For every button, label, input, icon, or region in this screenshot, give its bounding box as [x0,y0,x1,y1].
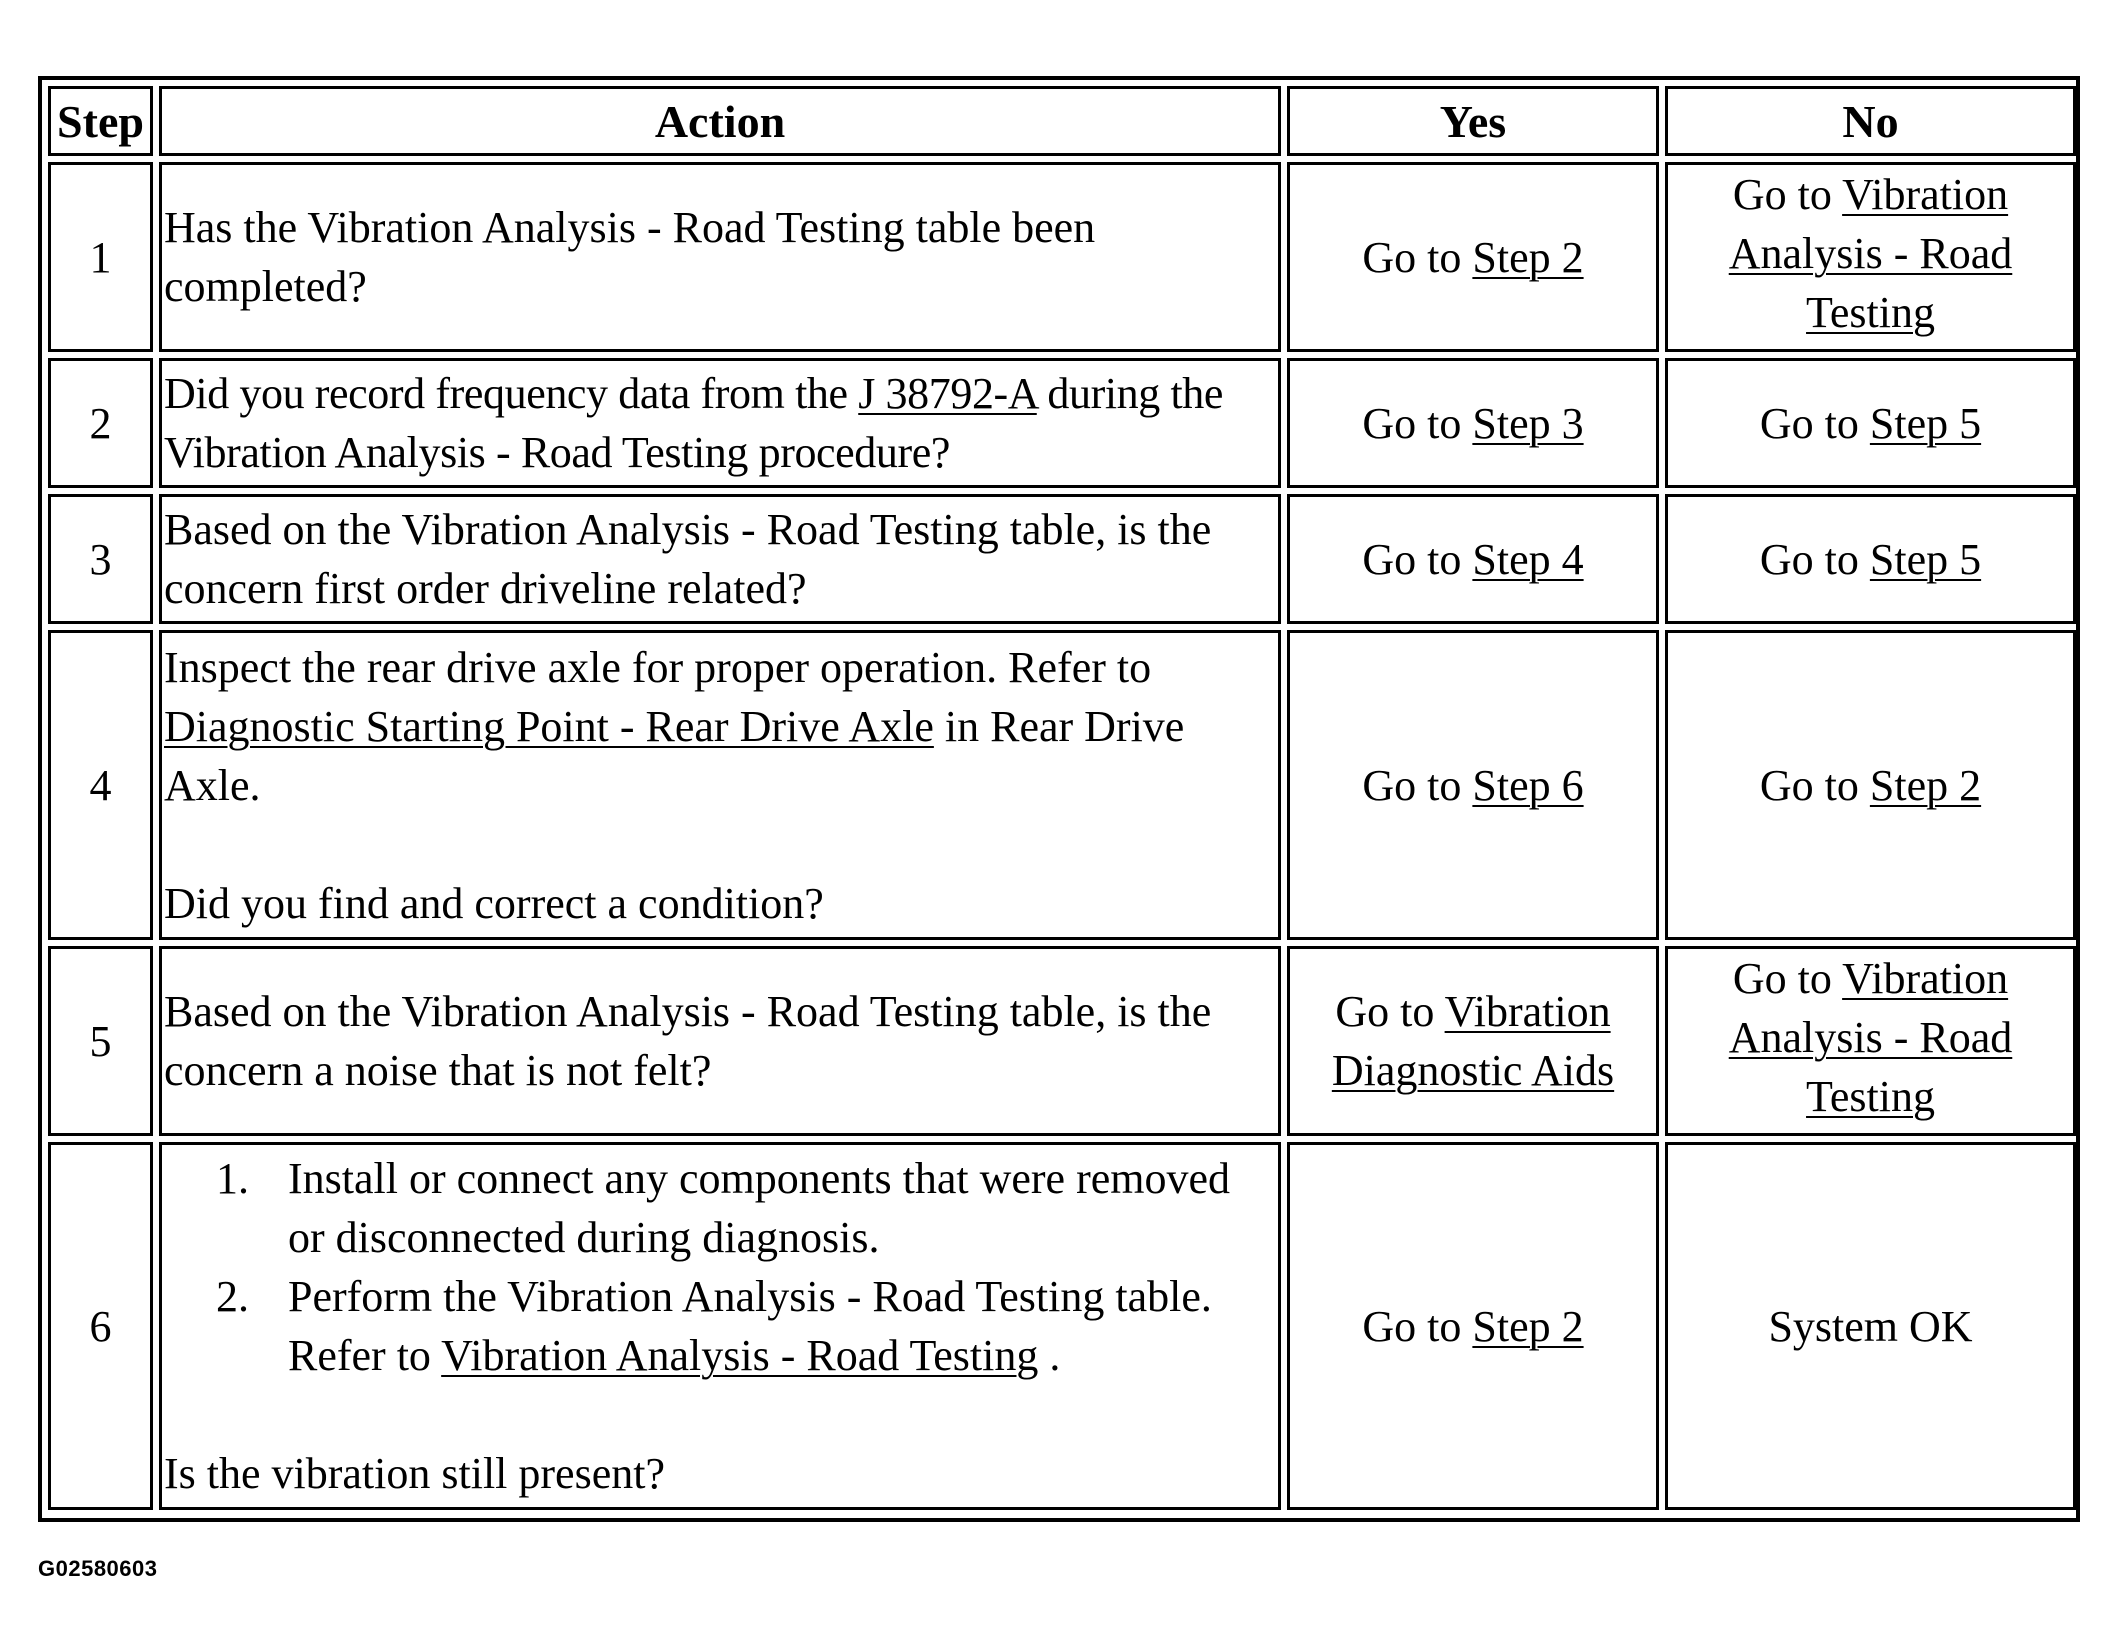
action-cell [159,946,1281,1136]
action-link[interactable]: J 38792-A [858,369,1037,418]
header-no: No [1665,86,2076,156]
yes-link[interactable]: Vibration Diagnostic Aids [1331,987,1615,1095]
header-row [48,86,2076,156]
yes-prefix: Go to [1362,232,1462,282]
yes-link[interactable]: Step 6 [1472,760,1584,810]
yes-cell [1287,630,1659,940]
procedure-list [164,1149,1276,1385]
action-link[interactable]: Diagnostic Starting Point - Rear Drive Axle [164,701,934,751]
action-text-post: during the Vibration Analysis - Road Testing procedure? [164,369,1224,477]
step-number: 2 [48,358,153,488]
no-link[interactable]: Step 2 [1869,760,1982,810]
list-item [164,1267,1276,1385]
no-cell [1665,630,2076,940]
no-prefix: Go to [1759,760,1859,810]
yes-prefix: Go to [1362,534,1462,584]
yes-prefix: Go to [1362,1301,1462,1351]
table-row [48,630,2076,940]
diagnostic-table [42,80,2082,1516]
step-number: 4 [48,630,153,940]
paragraph-gap [164,1385,1276,1444]
action-text-pre: Did you record frequency data from the [164,369,848,418]
action-text: Based on the Vibration Analysis - Road Testing table, is the concern a noise that is not felt? [164,987,1212,1095]
action-cell [159,358,1281,488]
no-cell [1665,946,2076,1136]
yes-cell [1287,1142,1659,1510]
no-link[interactable]: Vibration Analysis - Road Testing [1728,170,2013,337]
list-text: Install or connect any components that were removed or disconnected during diagnosis. [288,1154,1231,1262]
yes-cell [1287,162,1659,352]
no-cell [1665,358,2076,488]
no-prefix: Go to [1732,170,1832,219]
action-cell [159,494,1281,624]
action-cell [159,630,1281,940]
no-text: System OK [1768,1301,1973,1351]
action-question: Did you find and correct a condition? [164,878,824,928]
yes-link[interactable]: Step 4 [1472,534,1584,584]
action-text: Has the Vibration Analysis - Road Testing table been completed? [164,203,1096,311]
table-row [48,162,2076,352]
yes-prefix: Go to [1362,760,1462,810]
no-cell [1665,494,2076,624]
no-prefix: Go to [1732,954,1832,1003]
yes-prefix: Go to [1362,398,1462,448]
action-text-pre: Inspect the rear drive axle for proper operation. Refer to [164,642,1152,692]
header-step: Step [48,86,153,156]
header-action: Action [159,86,1281,156]
yes-cell [1287,946,1659,1136]
no-link[interactable]: Vibration Analysis - Road Testing [1728,954,2013,1121]
list-number: 2. [216,1272,249,1321]
no-link[interactable]: Step 5 [1869,398,1982,448]
step-number: 6 [48,1142,153,1510]
yes-prefix: Go to [1335,987,1435,1036]
table-row [48,358,2076,488]
no-cell [1665,162,2076,352]
action-cell [159,1142,1281,1510]
step-number: 5 [48,946,153,1136]
no-prefix: Go to [1759,534,1859,584]
paragraph-gap [164,815,1276,874]
yes-link[interactable]: Step 3 [1472,398,1584,448]
list-link[interactable]: Vibration Analysis - Road Testing [441,1331,1039,1380]
action-text: Based on the Vibration Analysis - Road Testing table, is the concern first order driveline related? [164,505,1212,613]
table-row [48,1142,2076,1510]
action-text-post: in Rear Drive Axle. [164,701,1185,810]
action-cell [159,162,1281,352]
header-yes: Yes [1287,86,1659,156]
yes-cell [1287,494,1659,624]
no-link[interactable]: Step 5 [1869,534,1982,584]
list-number: 1. [216,1154,249,1203]
table-row [48,494,2076,624]
list-text-post: . [1049,1331,1061,1380]
list-item [164,1149,1276,1267]
no-cell [1665,1142,2076,1510]
yes-link[interactable]: Step 2 [1472,232,1584,282]
no-prefix: Go to [1759,398,1859,448]
table-row [48,946,2076,1136]
figure-id: G02580603 [38,1556,158,1581]
yes-link[interactable]: Step 2 [1472,1301,1584,1351]
yes-cell [1287,358,1659,488]
list-text-pre: Perform the Vibration Analysis - Road Testing table. Refer to [288,1272,1212,1380]
step-number: 3 [48,494,153,624]
step-number: 1 [48,162,153,352]
action-question: Is the vibration still present? [164,1449,665,1498]
